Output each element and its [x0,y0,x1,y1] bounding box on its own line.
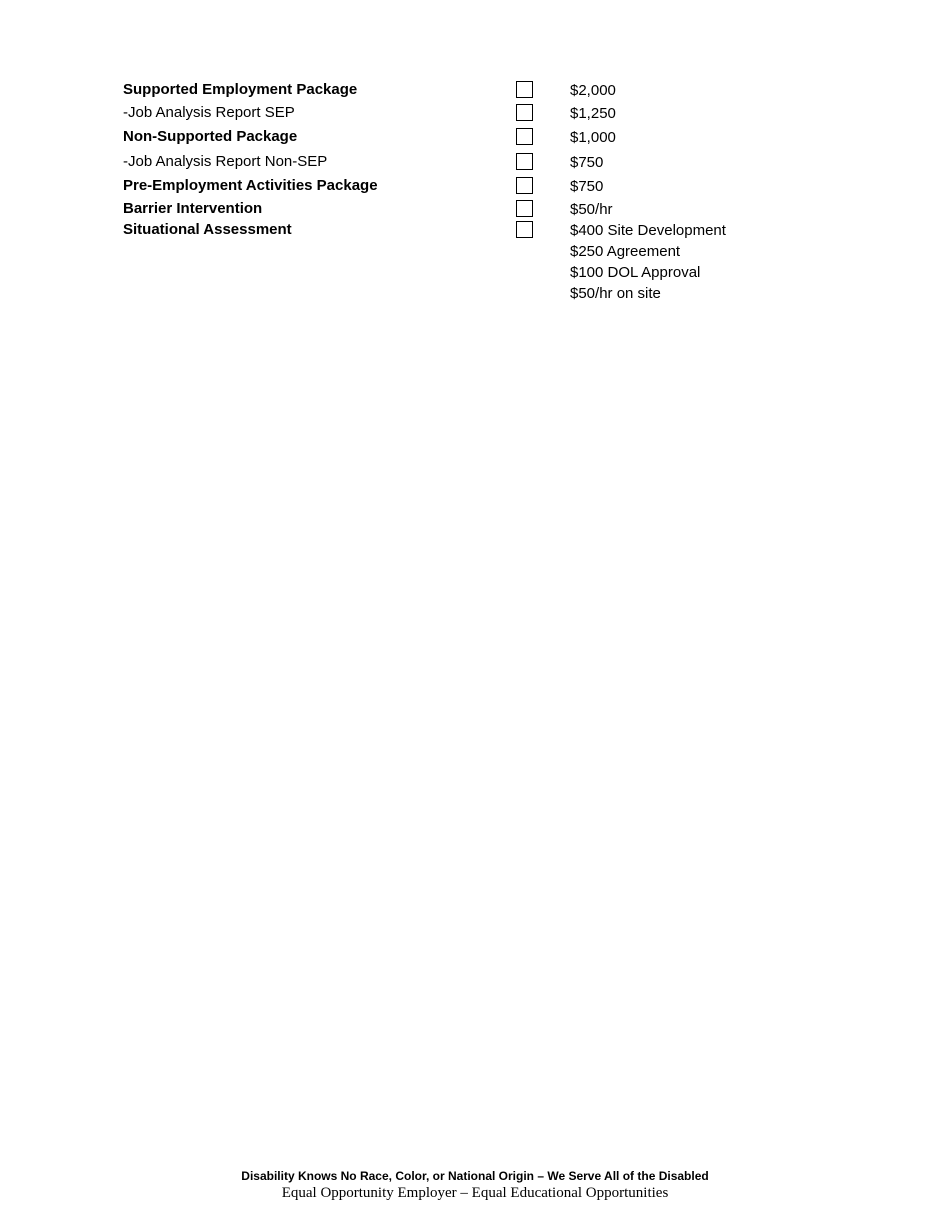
service-prices [570,220,726,304]
service-row-job-analysis-non-sep [123,152,823,174]
service-price: $1,000 [570,129,616,146]
service-checkbox[interactable] [516,104,533,121]
service-prices [570,127,616,148]
service-price: $750 [570,178,604,195]
service-price: $2,000 [570,82,616,99]
service-row-supported-employment [123,80,823,102]
service-price: $50/hr on site [570,285,661,302]
service-prices [570,199,613,220]
service-label: Barrier Intervention [123,200,263,217]
service-prices [570,103,616,124]
service-price: $750 [570,154,604,171]
service-row-job-analysis-sep [123,103,823,125]
service-prices [570,80,616,101]
service-price: $400 Site Development [570,222,726,239]
service-row-pre-employment [123,176,823,198]
service-label: -Job Analysis Report Non-SEP [123,153,328,170]
service-prices [570,152,603,173]
service-checkbox[interactable] [516,128,533,145]
service-price: $250 Agreement [570,243,681,260]
service-label: Situational Assessment [123,221,292,238]
service-label: Non-Supported Package [123,128,298,145]
service-label: -Job Analysis Report SEP [123,104,295,121]
service-checkbox[interactable] [516,81,533,98]
service-row-barrier-intervention [123,199,823,221]
service-row-situational-assessment [123,220,823,310]
service-label: Supported Employment Package [123,81,358,98]
service-prices [570,176,603,197]
service-checkbox[interactable] [516,221,533,238]
service-price: $100 DOL Approval [570,264,701,281]
service-checkbox[interactable] [516,153,533,170]
footer-tagline: Disability Knows No Race, Color, or National Origin – We Serve All of the Disabled [241,1169,709,1183]
service-price: $50/hr [570,201,613,218]
service-price: $1,250 [570,105,616,122]
service-label: Pre-Employment Activities Package [123,177,378,194]
service-row-non-supported [123,127,823,149]
footer-eoe-statement: Equal Opportunity Employer – Equal Educational Opportunities [281,1185,669,1201]
service-checkbox[interactable] [516,177,533,194]
service-checkbox[interactable] [516,200,533,217]
